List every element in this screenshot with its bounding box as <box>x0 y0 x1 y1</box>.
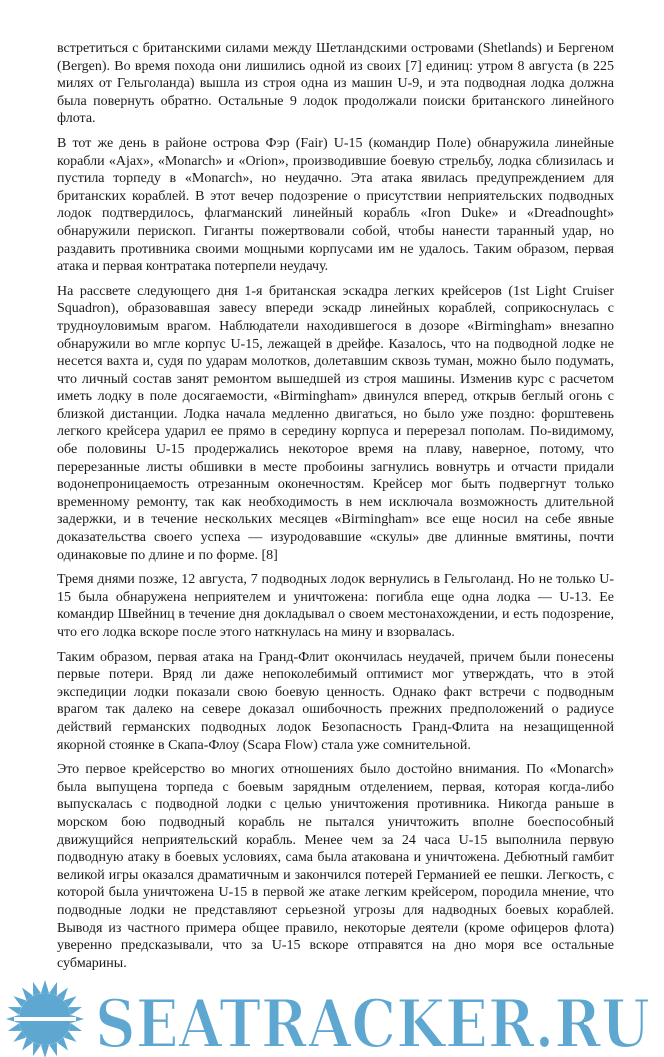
paragraph: Тремя днями позже, 12 августа, 7 подводных лодок вернулись в Гельголанд. Но не только U-15 была обнаружена неприятелем и уничтожена: погибла еще одна лодка — U-13. Ее командир Швейниц в течение дня докладывал о своем местонахождении, и есть подозрение, что его лодка вскоре после этого наткнулась на мину и взорвалась. <box>57 572 614 640</box>
paragraph: В тот же день в районе острова Фэр (Fair) U-15 (командир Поле) обнаружила линейные корабли «Ajax», «Monarch» и «Orion», производившие боевую стрельбу, лодка сблизилась и пустила торпеду в «Monarch», но неудачно. Эта атака явилась предупреждением для британских кораблей. В этот вечер подозрение о присутствии неприятельских подводных лодок подтвердилось, флагманский линейный корабль «Iron Duke» и «Dreadnought» обнаружили перископ. Гиганты пожертвовали собой, чтобы нанести таранный удар, но раздавить противника своими мощными корпусами им не удалось. Таким образом, первая атака и первая контратака потерпели неудачу. <box>57 135 614 275</box>
sun-ray <box>49 1043 61 1057</box>
sun-ray <box>19 1038 33 1053</box>
sun-ray <box>71 1015 84 1023</box>
watermark-text: SEATRACKER.RU <box>95 985 650 1057</box>
paragraph: Таким образом, первая атака на Гранд-Флит окончилась неудачей, причем были понесены первые потери. Вряд ли даже непоколебимый оптимист мог утверждать, что в этой экспедиции лодки показали свою боевую ценность. Однако факт встречи с подводным врагом так далеко на севере доказал ошибочность прежних предположений о радиусе действий германских подводных лодок Безопасность Гранд-Флита на незащищенной якорной стоянке в Скапа-Флоу (Scapa Flow) стала уже сомнительной. <box>57 649 614 753</box>
sun-ray <box>57 1038 71 1053</box>
sun-ray <box>7 1003 22 1015</box>
sun-icon <box>6 980 84 1057</box>
paragraph: Это первое крейсерство во многих отношениях было достойно внимания. По «Monarch» была выпущена торпеда с боевым зарядным отделением, первая, которая когда-либо выпускалась с подводной лодки с целью уничтожения противника. Никогда раньше в морском бою подводный корабль не пытался уничтожить вполне боеспособный движущийся неприятельский корабль. Менее чем за 24 часа U-15 выполнила первую подводную атаку в боевых условиях, сама была атакована и уничтожена. Дебютный гамбит великой игры оказался драматичным и закончился потерей Германией ее пешки. Легкость, с которой была уничтожена U-15 в первой же атаке легким крейсером, породила мнение, что подводные лодки не представляют серьезной угрозы для надводных боевых кораблей. Выводя из частного примера общее правило, некоторые деятели (кроме офицеров флота) уверенно предсказывали, что за U-15 вскоре отправятся на дно моря все остальные субмарины. <box>57 762 614 971</box>
sun-ray <box>11 993 26 1007</box>
sun-ray <box>68 1024 83 1036</box>
paragraph: На рассвете следующего дня 1-я британская эскадра легких крейсеров (1st Light Cruiser Squadron), образовавшая завесу впереди эскадр линейных кораблей, соприкоснулась с трудноуловимым врагом. Наблюдатели находившегося в дозоре «Birmingham» внезапно обнаружили во мгле корпус U-15, лежащей в дрейфе. Казалось, что на подводной лодке не несется вахта и, судя по ударам молотков, долетавшим сквозь туман, можно было подумать, что личный состав занят ремонтом вышедшей из строя машины. Изменив курс с расчетом иметь лодку в поле досягаемости, «Birmingham» двинулся вперед, открыв беглый огонь с близкой дистанции. Лодка начала медленно двигаться, но было уже поздно: форштевень легкого крейсера ударил ее прямо в середину корпуса и перерезал пополам. По-видимому, обе половины U-15 продержались некоторое время на плаву, наверное, потому, что перерезанные листы обшивки в месте пробоины загнулись вовнутрь и отчасти придали водонепроницаемость отрезанным оконечностям. Крейсер мог быть подвергнут только временному ремонту, так как необходимость в нем исключала возможность длительной задержки, и в течение нескольких месяцев «Birmingham» все еще носил на себе явные доказательства своего успеха — изуродовавшие «скулы» две длинные вмятины, почти одинаковые по длине и по форме. [8] <box>57 283 614 563</box>
paragraph: встретиться с британскими силами между Шетландскими островами (Shetlands) и Бергеном (Bergen). Во время похода они лишились одной из своих [7] единиц: утром 8 августа (в 225 милях от Гельголанда) вышла из строя одна из машин U-9, и эта подводная лодка должна была повернуть обратно. Остальные 9 лодок продолжали поиски британского линейного флота. <box>57 41 614 127</box>
sun-ray <box>11 1031 26 1045</box>
sun-ray <box>7 1024 22 1036</box>
sun-ray <box>64 1031 79 1045</box>
sun-ray <box>68 1003 83 1015</box>
sun-ray <box>19 985 33 1000</box>
sun-ray <box>49 981 61 996</box>
sun-ray <box>29 981 41 996</box>
sun-ray <box>41 1045 49 1057</box>
sun-ray <box>29 1043 41 1057</box>
sun-ray <box>6 1015 19 1023</box>
sun-ray <box>64 993 79 1007</box>
sun-ray <box>57 985 71 1000</box>
document-body <box>57 40 614 972</box>
watermark-logo <box>0 979 664 1057</box>
sun-ray <box>41 980 49 993</box>
